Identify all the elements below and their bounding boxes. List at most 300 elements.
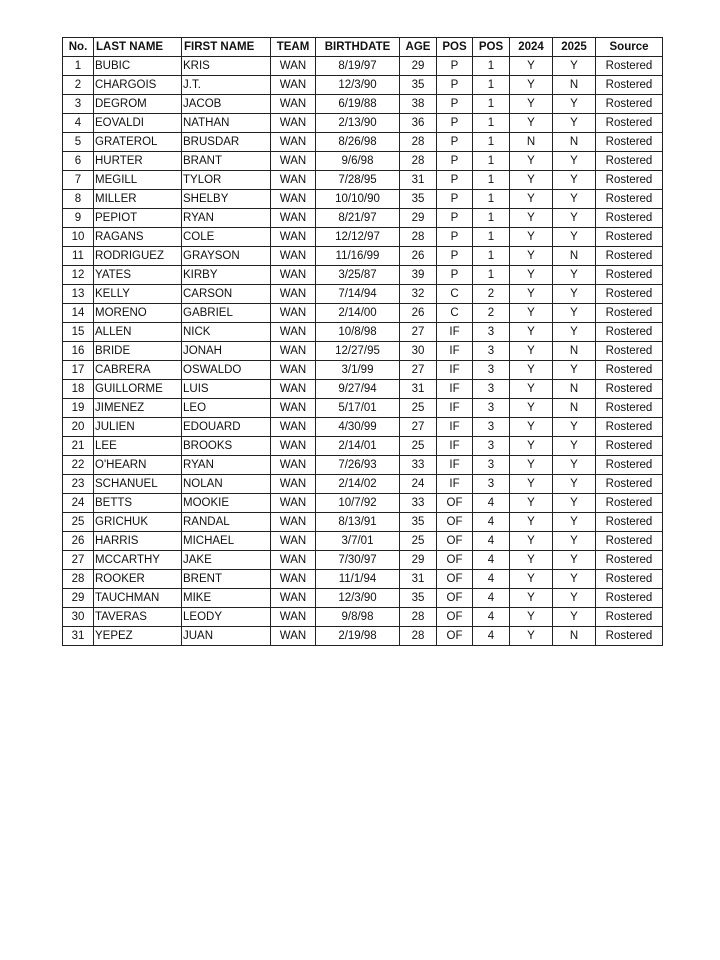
cell-first-name: LUIS [182, 380, 271, 399]
table-row [63, 171, 663, 190]
cell-pos: IF [437, 342, 473, 361]
cell-pos: OF [437, 589, 473, 608]
cell-age: 27 [400, 418, 437, 437]
header-last-name: LAST NAME [94, 38, 182, 57]
cell-no: 11 [63, 247, 94, 266]
cell-pos-number: 4 [473, 608, 510, 627]
cell-2024: Y [510, 95, 553, 114]
table-row [63, 475, 663, 494]
cell-2024: Y [510, 114, 553, 133]
cell-2025: Y [553, 190, 596, 209]
table-row [63, 95, 663, 114]
table-row [63, 228, 663, 247]
cell-birthdate: 11/1/94 [316, 570, 400, 589]
cell-2025: Y [553, 418, 596, 437]
cell-source: Rostered [596, 323, 663, 342]
cell-birthdate: 2/14/01 [316, 437, 400, 456]
cell-2025: Y [553, 551, 596, 570]
cell-source: Rostered [596, 342, 663, 361]
table-row [63, 494, 663, 513]
cell-pos: OF [437, 627, 473, 646]
cell-2025: N [553, 399, 596, 418]
cell-birthdate: 9/27/94 [316, 380, 400, 399]
cell-age: 29 [400, 209, 437, 228]
cell-first-name: JACOB [182, 95, 271, 114]
header-pos-number: POS [473, 38, 510, 57]
cell-no: 15 [63, 323, 94, 342]
cell-team: WAN [271, 361, 316, 380]
cell-no: 18 [63, 380, 94, 399]
cell-2025: Y [553, 532, 596, 551]
table-row [63, 456, 663, 475]
cell-birthdate: 3/1/99 [316, 361, 400, 380]
cell-2024: Y [510, 456, 553, 475]
cell-source: Rostered [596, 57, 663, 76]
cell-2024: Y [510, 437, 553, 456]
cell-team: WAN [271, 627, 316, 646]
cell-birthdate: 6/19/88 [316, 95, 400, 114]
cell-last-name: MCCARTHY [94, 551, 182, 570]
cell-2024: Y [510, 342, 553, 361]
cell-team: WAN [271, 608, 316, 627]
cell-2024: Y [510, 247, 553, 266]
cell-last-name: LEE [94, 437, 182, 456]
header-birthdate: BIRTHDATE [316, 38, 400, 57]
cell-first-name: NICK [182, 323, 271, 342]
cell-pos-number: 1 [473, 95, 510, 114]
cell-2025: N [553, 380, 596, 399]
cell-2024: Y [510, 76, 553, 95]
cell-pos-number: 1 [473, 57, 510, 76]
cell-no: 1 [63, 57, 94, 76]
cell-pos-number: 3 [473, 399, 510, 418]
cell-pos: P [437, 95, 473, 114]
cell-pos-number: 1 [473, 152, 510, 171]
cell-2025: Y [553, 171, 596, 190]
cell-2025: Y [553, 475, 596, 494]
cell-pos: P [437, 247, 473, 266]
cell-pos: OF [437, 494, 473, 513]
cell-first-name: OSWALDO [182, 361, 271, 380]
cell-team: WAN [271, 247, 316, 266]
cell-team: WAN [271, 285, 316, 304]
cell-no: 13 [63, 285, 94, 304]
cell-pos-number: 4 [473, 532, 510, 551]
table-row [63, 209, 663, 228]
cell-last-name: BUBIC [94, 57, 182, 76]
cell-last-name: JIMENEZ [94, 399, 182, 418]
cell-2024: Y [510, 209, 553, 228]
table-row [63, 418, 663, 437]
cell-first-name: JAKE [182, 551, 271, 570]
cell-source: Rostered [596, 209, 663, 228]
cell-source: Rostered [596, 95, 663, 114]
cell-no: 6 [63, 152, 94, 171]
cell-last-name: MEGILL [94, 171, 182, 190]
roster-body [63, 57, 663, 646]
cell-last-name: SCHANUEL [94, 475, 182, 494]
cell-first-name: COLE [182, 228, 271, 247]
cell-team: WAN [271, 380, 316, 399]
table-row [63, 380, 663, 399]
cell-team: WAN [271, 551, 316, 570]
cell-no: 31 [63, 627, 94, 646]
table-row [63, 285, 663, 304]
cell-age: 35 [400, 513, 437, 532]
cell-first-name: BRANT [182, 152, 271, 171]
cell-birthdate: 9/6/98 [316, 152, 400, 171]
cell-pos: C [437, 304, 473, 323]
cell-first-name: EDOUARD [182, 418, 271, 437]
cell-team: WAN [271, 418, 316, 437]
cell-team: WAN [271, 76, 316, 95]
cell-2024: N [510, 133, 553, 152]
cell-no: 3 [63, 95, 94, 114]
cell-age: 26 [400, 247, 437, 266]
cell-source: Rostered [596, 152, 663, 171]
cell-source: Rostered [596, 627, 663, 646]
cell-2024: Y [510, 418, 553, 437]
cell-pos-number: 2 [473, 304, 510, 323]
table-row [63, 342, 663, 361]
cell-2025: Y [553, 95, 596, 114]
cell-2024: Y [510, 266, 553, 285]
cell-last-name: GRICHUK [94, 513, 182, 532]
cell-last-name: ROOKER [94, 570, 182, 589]
cell-no: 14 [63, 304, 94, 323]
cell-pos: IF [437, 399, 473, 418]
cell-team: WAN [271, 304, 316, 323]
cell-first-name: RYAN [182, 209, 271, 228]
table-row [63, 76, 663, 95]
cell-pos: OF [437, 570, 473, 589]
cell-source: Rostered [596, 589, 663, 608]
cell-first-name: NATHAN [182, 114, 271, 133]
cell-team: WAN [271, 570, 316, 589]
cell-2024: Y [510, 304, 553, 323]
table-row [63, 152, 663, 171]
cell-age: 27 [400, 361, 437, 380]
cell-no: 4 [63, 114, 94, 133]
cell-2025: Y [553, 570, 596, 589]
cell-source: Rostered [596, 513, 663, 532]
table-row [63, 361, 663, 380]
cell-age: 25 [400, 437, 437, 456]
cell-2024: Y [510, 361, 553, 380]
cell-last-name: O'HEARN [94, 456, 182, 475]
cell-source: Rostered [596, 418, 663, 437]
header-pos: POS [437, 38, 473, 57]
cell-team: WAN [271, 57, 316, 76]
cell-pos: IF [437, 380, 473, 399]
cell-source: Rostered [596, 171, 663, 190]
cell-pos-number: 4 [473, 513, 510, 532]
cell-first-name: SHELBY [182, 190, 271, 209]
cell-2025: Y [553, 437, 596, 456]
cell-last-name: MILLER [94, 190, 182, 209]
cell-no: 12 [63, 266, 94, 285]
cell-pos-number: 1 [473, 266, 510, 285]
cell-birthdate: 3/7/01 [316, 532, 400, 551]
cell-2025: Y [553, 152, 596, 171]
cell-first-name: LEODY [182, 608, 271, 627]
cell-no: 27 [63, 551, 94, 570]
cell-pos: P [437, 266, 473, 285]
cell-team: WAN [271, 228, 316, 247]
cell-team: WAN [271, 532, 316, 551]
cell-2025: Y [553, 266, 596, 285]
cell-no: 23 [63, 475, 94, 494]
cell-last-name: MORENO [94, 304, 182, 323]
cell-last-name: YEPEZ [94, 627, 182, 646]
cell-age: 28 [400, 133, 437, 152]
table-row [63, 570, 663, 589]
table-row [63, 190, 663, 209]
cell-birthdate: 7/14/94 [316, 285, 400, 304]
cell-team: WAN [271, 437, 316, 456]
cell-2025: Y [553, 114, 596, 133]
cell-team: WAN [271, 494, 316, 513]
table-row [63, 589, 663, 608]
cell-age: 35 [400, 589, 437, 608]
table-row [63, 399, 663, 418]
cell-age: 31 [400, 171, 437, 190]
cell-2025: Y [553, 589, 596, 608]
cell-last-name: HARRIS [94, 532, 182, 551]
cell-source: Rostered [596, 361, 663, 380]
cell-first-name: LEO [182, 399, 271, 418]
cell-2024: Y [510, 551, 553, 570]
cell-pos: P [437, 209, 473, 228]
cell-source: Rostered [596, 551, 663, 570]
roster-table [62, 37, 663, 646]
cell-birthdate: 3/25/87 [316, 266, 400, 285]
cell-pos: P [437, 114, 473, 133]
table-row [63, 513, 663, 532]
cell-first-name: J.T. [182, 76, 271, 95]
cell-2025: Y [553, 304, 596, 323]
cell-age: 36 [400, 114, 437, 133]
cell-source: Rostered [596, 399, 663, 418]
cell-first-name: CARSON [182, 285, 271, 304]
cell-pos-number: 3 [473, 456, 510, 475]
cell-2024: Y [510, 228, 553, 247]
cell-age: 27 [400, 323, 437, 342]
cell-2024: Y [510, 323, 553, 342]
cell-first-name: BRENT [182, 570, 271, 589]
cell-birthdate: 4/30/99 [316, 418, 400, 437]
cell-pos: OF [437, 608, 473, 627]
cell-no: 21 [63, 437, 94, 456]
header-row [63, 38, 663, 57]
header-2025: 2025 [553, 38, 596, 57]
cell-team: WAN [271, 266, 316, 285]
cell-pos-number: 3 [473, 361, 510, 380]
cell-first-name: BROOKS [182, 437, 271, 456]
cell-no: 28 [63, 570, 94, 589]
cell-age: 31 [400, 380, 437, 399]
cell-pos-number: 1 [473, 190, 510, 209]
cell-source: Rostered [596, 494, 663, 513]
cell-team: WAN [271, 133, 316, 152]
cell-first-name: MICHAEL [182, 532, 271, 551]
cell-source: Rostered [596, 570, 663, 589]
cell-birthdate: 2/19/98 [316, 627, 400, 646]
cell-last-name: CABRERA [94, 361, 182, 380]
cell-source: Rostered [596, 380, 663, 399]
cell-first-name: MIKE [182, 589, 271, 608]
cell-no: 2 [63, 76, 94, 95]
cell-2025: Y [553, 608, 596, 627]
cell-pos: IF [437, 456, 473, 475]
table-row [63, 437, 663, 456]
cell-pos: P [437, 133, 473, 152]
cell-2025: Y [553, 57, 596, 76]
cell-last-name: HURTER [94, 152, 182, 171]
cell-first-name: GABRIEL [182, 304, 271, 323]
cell-first-name: BRUSDAR [182, 133, 271, 152]
table-row [63, 266, 663, 285]
cell-team: WAN [271, 323, 316, 342]
cell-2025: Y [553, 494, 596, 513]
cell-2024: Y [510, 608, 553, 627]
cell-pos: IF [437, 323, 473, 342]
cell-pos: C [437, 285, 473, 304]
header-source: Source [596, 38, 663, 57]
cell-2024: Y [510, 513, 553, 532]
cell-pos-number: 3 [473, 437, 510, 456]
cell-age: 32 [400, 285, 437, 304]
cell-last-name: RODRIGUEZ [94, 247, 182, 266]
cell-first-name: JUAN [182, 627, 271, 646]
cell-no: 20 [63, 418, 94, 437]
cell-team: WAN [271, 171, 316, 190]
cell-pos-number: 4 [473, 570, 510, 589]
cell-no: 22 [63, 456, 94, 475]
header-no: No. [63, 38, 94, 57]
cell-2025: N [553, 133, 596, 152]
cell-2024: Y [510, 475, 553, 494]
cell-2024: Y [510, 380, 553, 399]
cell-no: 30 [63, 608, 94, 627]
cell-2024: Y [510, 532, 553, 551]
cell-birthdate: 2/13/90 [316, 114, 400, 133]
cell-first-name: KIRBY [182, 266, 271, 285]
table-row [63, 133, 663, 152]
cell-pos-number: 3 [473, 323, 510, 342]
cell-pos-number: 1 [473, 171, 510, 190]
cell-pos-number: 3 [473, 475, 510, 494]
cell-age: 39 [400, 266, 437, 285]
cell-first-name: MOOKIE [182, 494, 271, 513]
cell-first-name: NOLAN [182, 475, 271, 494]
cell-pos-number: 4 [473, 627, 510, 646]
table-row [63, 532, 663, 551]
cell-birthdate: 2/14/00 [316, 304, 400, 323]
table-row [63, 304, 663, 323]
cell-age: 28 [400, 228, 437, 247]
cell-pos-number: 4 [473, 551, 510, 570]
cell-pos-number: 4 [473, 589, 510, 608]
cell-2024: Y [510, 190, 553, 209]
cell-team: WAN [271, 95, 316, 114]
cell-age: 35 [400, 190, 437, 209]
cell-team: WAN [271, 114, 316, 133]
cell-pos-number: 1 [473, 228, 510, 247]
header-age: AGE [400, 38, 437, 57]
cell-birthdate: 12/3/90 [316, 589, 400, 608]
cell-pos: IF [437, 475, 473, 494]
cell-pos-number: 4 [473, 494, 510, 513]
cell-last-name: YATES [94, 266, 182, 285]
cell-source: Rostered [596, 608, 663, 627]
cell-birthdate: 8/21/97 [316, 209, 400, 228]
cell-last-name: TAUCHMAN [94, 589, 182, 608]
cell-team: WAN [271, 152, 316, 171]
cell-age: 29 [400, 551, 437, 570]
cell-pos: IF [437, 361, 473, 380]
cell-no: 24 [63, 494, 94, 513]
cell-pos-number: 2 [473, 285, 510, 304]
cell-source: Rostered [596, 133, 663, 152]
cell-team: WAN [271, 456, 316, 475]
cell-birthdate: 10/10/90 [316, 190, 400, 209]
cell-team: WAN [271, 589, 316, 608]
cell-pos-number: 1 [473, 247, 510, 266]
cell-last-name: GUILLORME [94, 380, 182, 399]
cell-no: 9 [63, 209, 94, 228]
cell-age: 25 [400, 532, 437, 551]
header-2024: 2024 [510, 38, 553, 57]
cell-no: 19 [63, 399, 94, 418]
cell-source: Rostered [596, 247, 663, 266]
cell-pos: P [437, 76, 473, 95]
cell-last-name: DEGROM [94, 95, 182, 114]
cell-birthdate: 12/3/90 [316, 76, 400, 95]
cell-source: Rostered [596, 304, 663, 323]
cell-last-name: CHARGOIS [94, 76, 182, 95]
cell-pos: OF [437, 532, 473, 551]
header-team: TEAM [271, 38, 316, 57]
cell-source: Rostered [596, 456, 663, 475]
cell-team: WAN [271, 513, 316, 532]
cell-source: Rostered [596, 76, 663, 95]
cell-first-name: RYAN [182, 456, 271, 475]
cell-pos: P [437, 57, 473, 76]
table-row [63, 57, 663, 76]
cell-pos-number: 1 [473, 114, 510, 133]
cell-2025: Y [553, 285, 596, 304]
cell-first-name: TYLOR [182, 171, 271, 190]
cell-age: 33 [400, 494, 437, 513]
cell-birthdate: 2/14/02 [316, 475, 400, 494]
cell-birthdate: 8/26/98 [316, 133, 400, 152]
table-row [63, 323, 663, 342]
cell-last-name: BETTS [94, 494, 182, 513]
cell-2025: N [553, 247, 596, 266]
cell-pos-number: 1 [473, 76, 510, 95]
header-first-name: FIRST NAME [182, 38, 271, 57]
cell-no: 29 [63, 589, 94, 608]
cell-2025: Y [553, 209, 596, 228]
cell-2024: Y [510, 152, 553, 171]
cell-2024: Y [510, 494, 553, 513]
cell-no: 16 [63, 342, 94, 361]
cell-pos: OF [437, 513, 473, 532]
cell-birthdate: 10/8/98 [316, 323, 400, 342]
cell-birthdate: 7/28/95 [316, 171, 400, 190]
cell-birthdate: 9/8/98 [316, 608, 400, 627]
